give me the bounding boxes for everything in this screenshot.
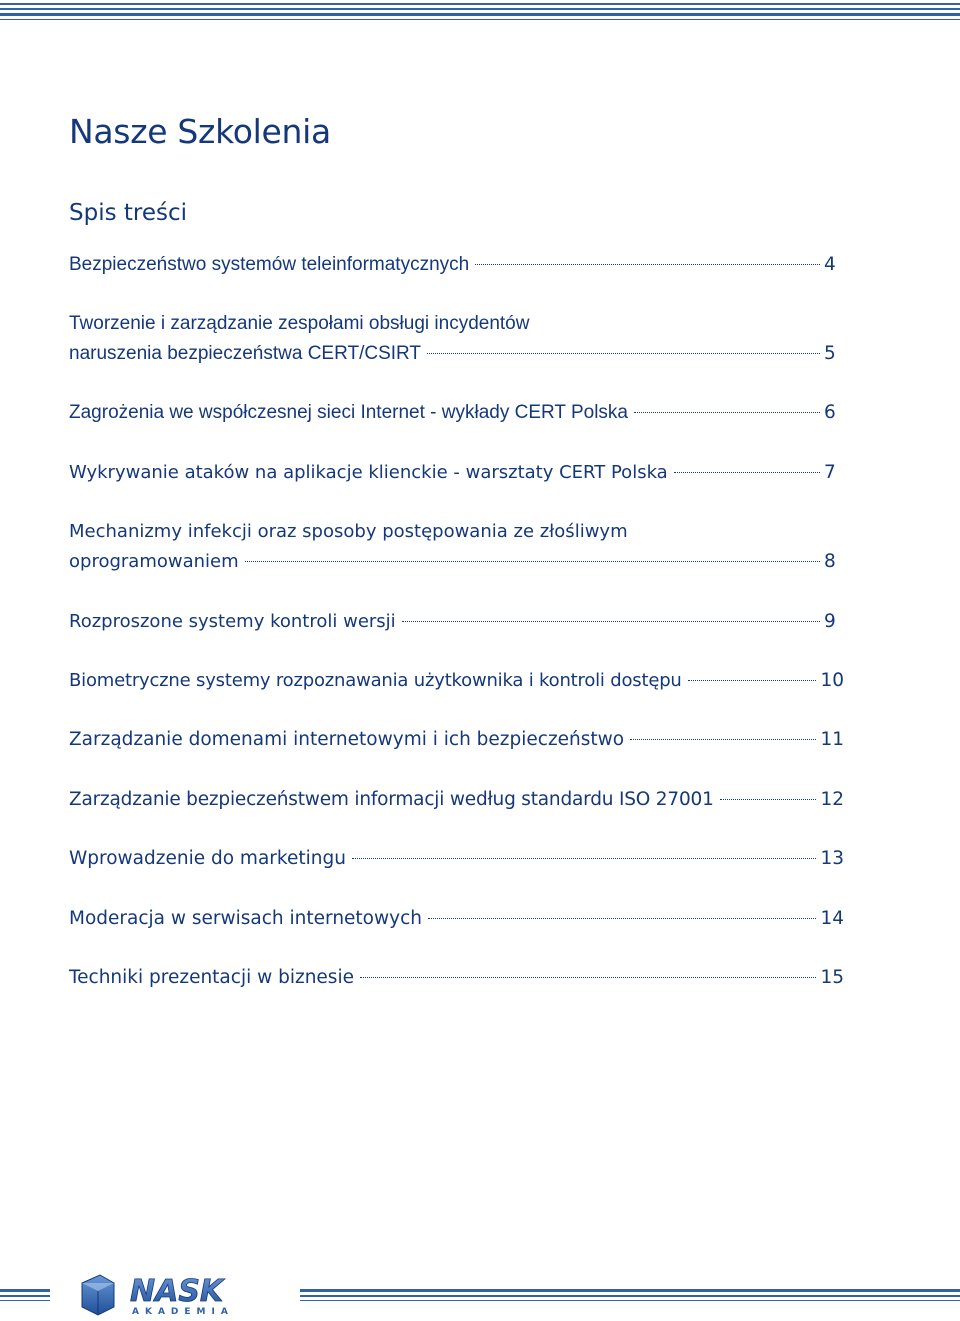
toc-page-number: 12 bbox=[820, 789, 844, 810]
toc-page-number: 4 bbox=[824, 254, 836, 275]
toc-leader bbox=[674, 472, 820, 473]
logo-sub-text: AKADEMIA bbox=[132, 1307, 234, 1317]
toc-entry[interactable] bbox=[69, 725, 844, 755]
nask-akademia-logo bbox=[78, 1273, 278, 1317]
toc-entry-title: Zagrożenia we współczesnej sieci Internet - wykłady CERT Polska bbox=[69, 402, 628, 423]
toc-entry-title: Moderacja w serwisach internetowych bbox=[69, 908, 422, 929]
toc-entry-title-cont: oprogramowaniem bbox=[69, 551, 239, 572]
toc-leader bbox=[630, 739, 816, 740]
page-title: Nasze Szkolenia bbox=[69, 112, 331, 151]
toc-leader bbox=[402, 621, 820, 622]
toc-entry[interactable] bbox=[69, 398, 844, 428]
toc-leader bbox=[475, 264, 820, 265]
toc-leader bbox=[688, 680, 817, 681]
toc-entry-title: Techniki prezentacji w biznesie bbox=[69, 967, 354, 988]
toc-page-number: 6 bbox=[824, 402, 836, 423]
toc-leader bbox=[720, 799, 817, 800]
toc-entry[interactable] bbox=[69, 458, 844, 488]
toc-leader bbox=[245, 561, 820, 562]
toc-page-number: 13 bbox=[820, 848, 844, 869]
toc-page-number: 5 bbox=[824, 343, 836, 364]
toc-entry-title: Zarządzanie bezpieczeństwem informacji według standardu ISO 27001 bbox=[69, 789, 714, 810]
toc-page-number: 7 bbox=[824, 462, 836, 483]
toc-page-number: 8 bbox=[824, 551, 836, 572]
header-rule bbox=[0, 0, 960, 24]
logo-graphic bbox=[78, 1273, 278, 1317]
toc-entry-title: Tworzenie i zarządzanie zespołami obsługi incydentów bbox=[69, 313, 530, 334]
toc-page-number: 15 bbox=[820, 967, 844, 988]
toc-entry-title: Wykrywanie ataków na aplikacje klienckie - warsztaty CERT Polska bbox=[69, 462, 668, 483]
toc-entry-title: Bezpieczeństwo systemów teleinformatycznych bbox=[69, 254, 470, 275]
toc-leader bbox=[427, 353, 820, 354]
toc-page-number: 9 bbox=[824, 611, 836, 632]
toc-entry-title: Zarządzanie domenami internetowymi i ich bezpieczeństwo bbox=[69, 729, 625, 750]
toc-entry-title: Rozproszone systemy kontroli wersji bbox=[69, 611, 396, 632]
toc-entry[interactable] bbox=[69, 785, 844, 815]
toc-entry[interactable] bbox=[69, 904, 844, 934]
toc-heading: Spis treści bbox=[69, 200, 188, 226]
toc-page-number: 11 bbox=[820, 729, 844, 750]
toc-entry[interactable] bbox=[69, 250, 844, 280]
toc-leader bbox=[352, 858, 817, 859]
toc-entry-title: Mechanizmy infekcji oraz sposoby postępowania ze złośliwym bbox=[69, 521, 628, 542]
logo-main-text: NASK bbox=[130, 1274, 224, 1309]
toc-leader bbox=[634, 412, 820, 413]
toc-entry-title-cont: naruszenia bezpieczeństwa CERT/CSIRT bbox=[69, 343, 422, 364]
toc-entry[interactable] bbox=[69, 309, 844, 369]
toc-entry[interactable] bbox=[69, 517, 844, 577]
toc-entry[interactable] bbox=[69, 844, 844, 874]
toc-page-number: 14 bbox=[820, 908, 844, 929]
toc-entry-title: Biometryczne systemy rozpoznawania użytkownika i kontroli dostępu bbox=[69, 670, 682, 691]
toc-entry[interactable] bbox=[69, 666, 844, 696]
toc-entry[interactable] bbox=[69, 607, 844, 637]
toc-entry-title: Wprowadzenie do marketingu bbox=[69, 848, 346, 869]
toc-entry[interactable] bbox=[69, 963, 844, 993]
toc-page-number: 10 bbox=[820, 670, 844, 691]
toc-leader bbox=[428, 918, 816, 919]
toc-leader bbox=[360, 977, 816, 978]
